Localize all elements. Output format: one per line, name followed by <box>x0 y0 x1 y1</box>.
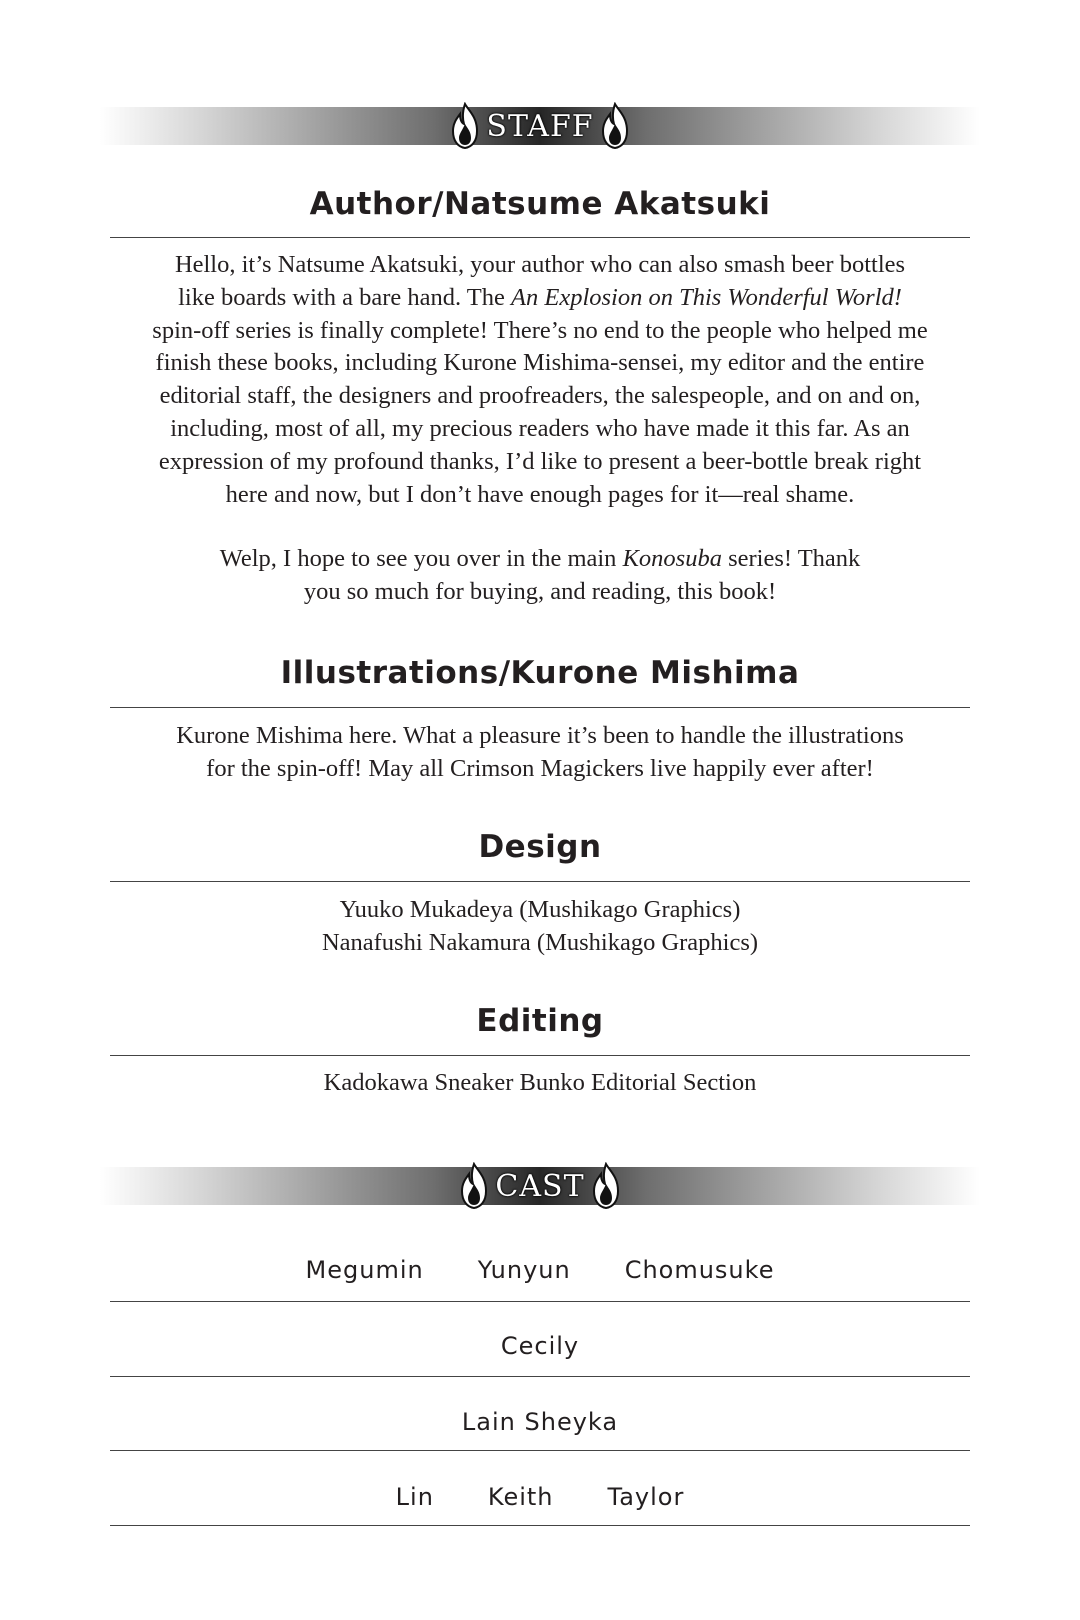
cast-rule-4 <box>110 1525 970 1526</box>
cast-rule-2 <box>110 1376 970 1377</box>
design-heading: Design <box>478 829 602 865</box>
illustrations-line-1: Kurone Mishima here. What a pleasure it’s been to handle the illustrations <box>176 722 904 749</box>
flame-icon <box>450 102 480 150</box>
design-credit-2: Nanafushi Nakamura (Mushikago Graphics) <box>321 928 759 956</box>
cast-rule-1 <box>110 1301 970 1302</box>
design-credit-1: Yuuko Mukadeya (Mushikago Graphics) <box>339 896 741 923</box>
book-title: An Explosion on This Wonderful World! <box>511 283 902 311</box>
editing-rule <box>110 1055 970 1056</box>
editing-credit-1: Kadokawa Sneaker Bunko Editorial Section <box>323 1069 757 1096</box>
cast-name: Chomusuke <box>624 1256 775 1284</box>
flame-icon <box>591 1162 621 1210</box>
cast-name: Yunyun <box>477 1256 571 1284</box>
author-message <box>110 249 970 511</box>
cast-rule-3 <box>110 1450 970 1451</box>
author-heading: Author/Natsume Akatsuki <box>309 186 771 222</box>
author-line-2-text: like boards with a bare hand. The <box>178 283 512 311</box>
illustrations-line-2: for the spin-off! May all Crimson Magickers live happily ever after! <box>206 754 874 782</box>
cast-name: Keith <box>487 1483 554 1511</box>
design-credits <box>110 894 970 960</box>
author-line-6: including, most of all, my precious readers who have made it this far. As an <box>170 414 910 442</box>
cast-name: Megumin <box>305 1256 424 1284</box>
editing-credits <box>110 1067 970 1100</box>
staff-banner <box>100 107 980 145</box>
flame-icon <box>459 1162 489 1210</box>
illustrations-heading: Illustrations/Kurone Mishima <box>280 655 800 691</box>
cast-banner-label: CAST <box>495 1168 585 1204</box>
author-closing-line-1 <box>110 543 970 576</box>
illustrations-rule <box>110 707 970 708</box>
cast-name: Lin <box>395 1483 434 1511</box>
flame-icon <box>600 102 630 150</box>
closing-text-c: series! Thank <box>721 545 861 572</box>
author-line-8: here and now, but I don’t have enough pages for it—real shame. <box>225 480 855 508</box>
author-line-7: expression of my profound thanks, I’d like to present a beer-bottle break right <box>158 447 922 475</box>
author-line-4: finish these books, including Kurone Mishima-sensei, my editor and the entire <box>155 349 925 377</box>
author-closing <box>110 543 970 609</box>
cast-row-3 <box>110 1408 970 1436</box>
cast-row-1 <box>110 1256 970 1284</box>
design-rule <box>110 881 970 882</box>
author-line-5: editorial staff, the designers and proofreaders, the salespeople, and on and on, <box>159 382 921 410</box>
author-line-3: spin-off series is finally complete! There’s no end to the people who helped me <box>152 316 928 344</box>
author-closing-line-2: you so much for buying, and reading, this book! <box>303 577 777 605</box>
cast-name: Taylor <box>607 1483 685 1511</box>
illustrations-message <box>110 720 970 786</box>
author-line-1: Hello, it’s Natsume Akatsuki, your author who can also smash beer bottles <box>174 251 906 278</box>
author-line-2 <box>110 282 970 315</box>
closing-text-a: Welp, I hope to see you over in the main <box>219 545 623 572</box>
series-title: Konosuba <box>622 545 722 572</box>
author-rule <box>110 237 970 238</box>
cast-banner <box>100 1167 980 1205</box>
cast-name: Lain Sheyka <box>461 1408 619 1436</box>
cast-row-4 <box>110 1483 970 1511</box>
editing-heading: Editing <box>476 1003 604 1039</box>
staff-banner-label: STAFF <box>486 108 594 144</box>
cast-row-2 <box>110 1332 970 1360</box>
cast-name: Cecily <box>500 1332 580 1360</box>
